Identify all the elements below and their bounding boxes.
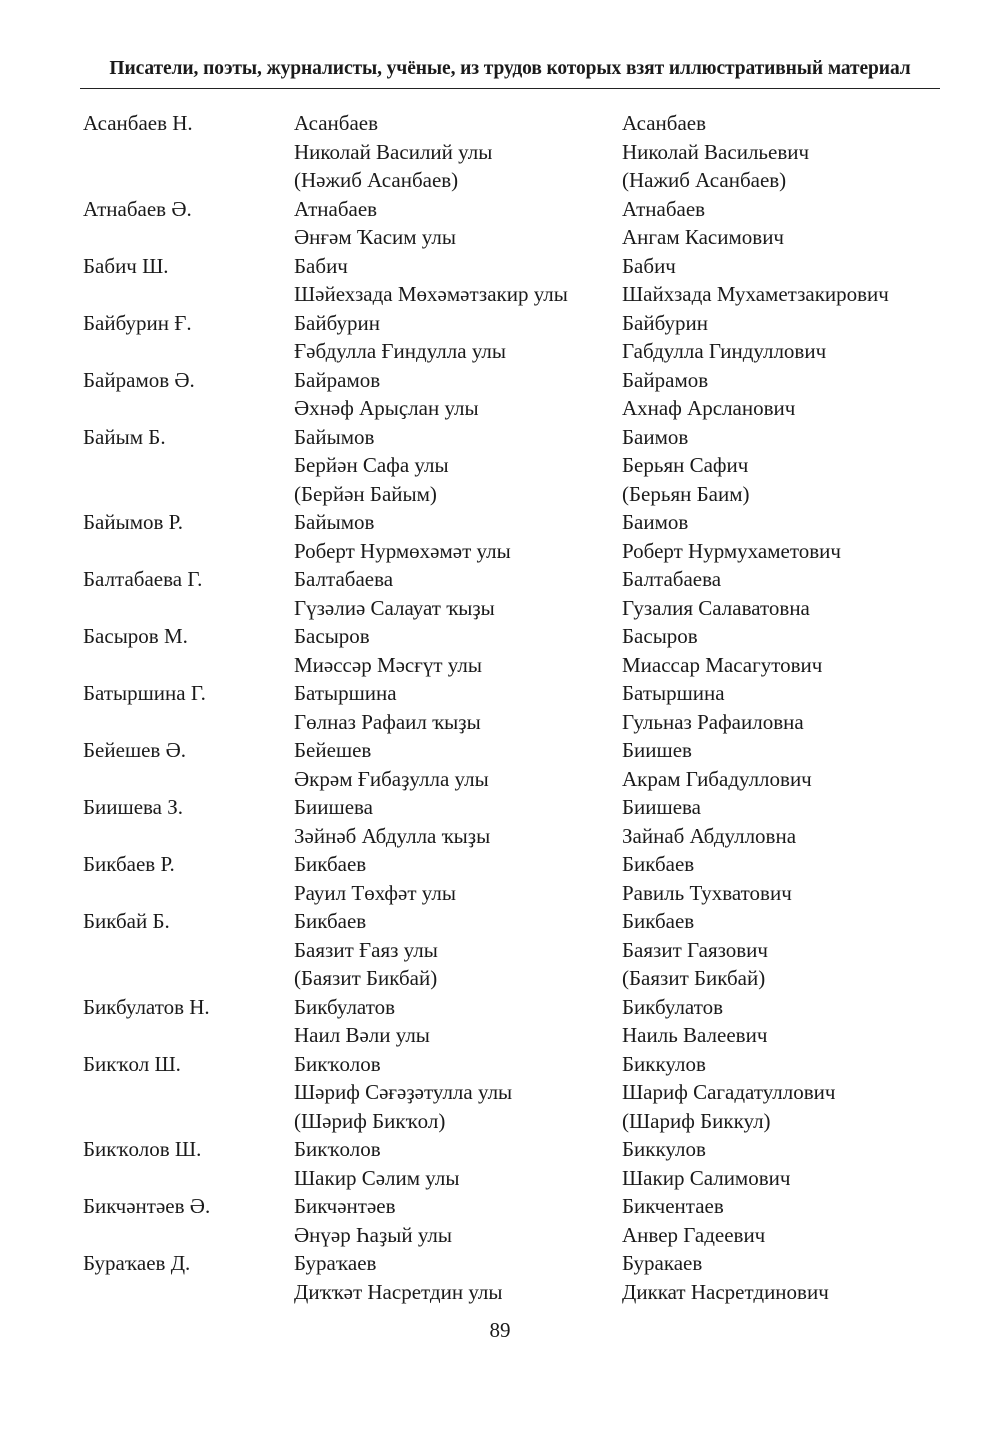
entry-line bbox=[0, 480, 1000, 509]
bashkir-name: (Шәриф Бикҡол) bbox=[294, 1108, 446, 1133]
bashkir-name: Биишева bbox=[294, 795, 373, 819]
russian-name: Байрамов bbox=[622, 367, 709, 392]
entry-line bbox=[0, 879, 1000, 908]
entry-line bbox=[0, 1021, 1000, 1050]
entry-line bbox=[0, 138, 1000, 167]
entry-line bbox=[0, 793, 1000, 822]
entry-line bbox=[0, 1164, 1000, 1193]
entry-line bbox=[0, 1221, 1000, 1250]
index-entry bbox=[0, 679, 1000, 736]
russian-name: Миассар Масагутович bbox=[622, 652, 823, 677]
entry-line bbox=[0, 423, 1000, 452]
bashkir-name: Бикбулатов bbox=[294, 994, 396, 1019]
entry-line bbox=[0, 451, 1000, 480]
entry-line bbox=[0, 736, 1000, 765]
index-entry bbox=[0, 195, 1000, 252]
bashkir-name: Асанбаев bbox=[294, 111, 379, 135]
russian-name: Шайхзада Мухаметзакирович bbox=[622, 282, 889, 306]
russian-name: Биишев bbox=[622, 738, 692, 762]
bashkir-name: Байымов bbox=[294, 510, 375, 534]
russian-name: Шариф Сагадатуллович bbox=[622, 1080, 836, 1104]
entry-line bbox=[0, 166, 1000, 195]
russian-name: (Шариф Биккул) bbox=[622, 1108, 771, 1133]
entry-line bbox=[0, 337, 1000, 366]
entry-line bbox=[0, 1278, 1000, 1307]
index-entry bbox=[0, 565, 1000, 622]
bashkir-name: (Баязит Бикбай) bbox=[294, 966, 438, 990]
bashkir-name: Әхнәф Арыҫлан улы bbox=[294, 396, 479, 420]
entry-line bbox=[0, 850, 1000, 879]
bashkir-name: Берйән Сафа улы bbox=[294, 453, 449, 477]
bashkir-name: Атнабаев bbox=[294, 196, 378, 221]
russian-name: Шакир Салимович bbox=[622, 1165, 791, 1190]
bashkir-name: Әкрәм Ғибаҙулла улы bbox=[294, 766, 489, 791]
short-name: Байрамов Ә. bbox=[83, 367, 195, 392]
entry-line bbox=[0, 508, 1000, 537]
russian-name: Наиль Валеевич bbox=[622, 1023, 768, 1047]
bashkir-name: Бикбаев bbox=[294, 852, 367, 876]
russian-name: Баимов bbox=[622, 510, 689, 534]
short-name: Байымов Р. bbox=[83, 510, 183, 534]
index-entry bbox=[0, 109, 1000, 195]
bashkir-name: Бикҡолов bbox=[294, 1051, 381, 1076]
bashkir-name: Баязит Ғаяз улы bbox=[294, 937, 438, 962]
bashkir-name: Наил Вәли улы bbox=[294, 1023, 430, 1047]
entry-line bbox=[0, 252, 1000, 281]
russian-name: Николай Васильевич bbox=[622, 139, 810, 164]
bashkir-name: Басыров bbox=[294, 624, 370, 648]
entry-line bbox=[0, 622, 1000, 651]
russian-name: Биккулов bbox=[622, 1051, 706, 1076]
short-name: Бикчәнтәев Ә. bbox=[83, 1194, 211, 1218]
short-name: Бураҡаев Д. bbox=[83, 1251, 191, 1275]
russian-name: Роберт Нурмухаметович bbox=[622, 538, 841, 563]
short-name: Бикбаев Р. bbox=[83, 852, 175, 876]
index-entry bbox=[0, 850, 1000, 907]
bashkir-name: Бабич bbox=[294, 253, 348, 278]
short-name: Басыров М. bbox=[83, 624, 188, 648]
entry-line bbox=[0, 394, 1000, 423]
entry-line bbox=[0, 936, 1000, 965]
russian-name: Биишева bbox=[622, 795, 701, 819]
entry-line bbox=[0, 822, 1000, 851]
entry-line bbox=[0, 280, 1000, 309]
entry-line bbox=[0, 993, 1000, 1022]
entry-line bbox=[0, 907, 1000, 936]
entry-line bbox=[0, 1078, 1000, 1107]
bashkir-name: Гүзәлиә Салауат ҡыҙы bbox=[294, 595, 495, 620]
bashkir-name: Диҡҡәт Насретдин улы bbox=[294, 1279, 503, 1304]
short-name: Асанбаев Н. bbox=[83, 111, 193, 135]
russian-name: Бикбулатов bbox=[622, 994, 724, 1019]
bashkir-name: Бикҡолов bbox=[294, 1137, 381, 1161]
entry-line bbox=[0, 109, 1000, 138]
russian-name: (Баязит Бикбай) bbox=[622, 966, 766, 990]
index-entry bbox=[0, 1135, 1000, 1192]
entry-line bbox=[0, 1135, 1000, 1164]
index-entry bbox=[0, 423, 1000, 509]
entry-line bbox=[0, 223, 1000, 252]
running-header: Писатели, поэты, журналисты, учёные, из трудов которых взят иллюстративный материал bbox=[109, 58, 911, 79]
page-number: 89 bbox=[489, 1318, 511, 1342]
russian-name: Бикбаев bbox=[622, 909, 695, 933]
entry-line bbox=[0, 366, 1000, 395]
index-entry bbox=[0, 1249, 1000, 1306]
short-name: Атнабаев Ә. bbox=[83, 196, 192, 221]
index-entry bbox=[0, 252, 1000, 309]
russian-name: Балтабаева bbox=[622, 567, 722, 591]
russian-name: Габдулла Гиндуллович bbox=[622, 339, 827, 363]
russian-name: Атнабаев bbox=[622, 196, 706, 221]
entry-line bbox=[0, 708, 1000, 737]
entry-line bbox=[0, 594, 1000, 623]
short-name: Бикҡолов Ш. bbox=[83, 1137, 202, 1161]
bashkir-name: Бураҡаев bbox=[294, 1251, 377, 1275]
bashkir-name: Әнғәм Ҡасим улы bbox=[294, 225, 456, 249]
russian-name: Баязит Гаязович bbox=[622, 937, 768, 962]
entry-line bbox=[0, 309, 1000, 338]
entry-line bbox=[0, 1192, 1000, 1221]
index-entry bbox=[0, 1192, 1000, 1249]
russian-name: Акрам Гибадуллович bbox=[622, 766, 812, 791]
header-rule bbox=[80, 88, 940, 89]
index-entry bbox=[0, 622, 1000, 679]
bashkir-name: Ғәбдулла Ғиндулла улы bbox=[294, 339, 506, 363]
index-entry bbox=[0, 508, 1000, 565]
bashkir-name: Шәриф Сәғәҙәтулла улы bbox=[294, 1080, 513, 1104]
entry-line bbox=[0, 1050, 1000, 1079]
russian-name: Гульназ Рафаиловна bbox=[622, 709, 804, 734]
bashkir-name: Рауил Төхфәт улы bbox=[294, 880, 456, 905]
short-name: Бикбулатов Н. bbox=[83, 994, 210, 1019]
bashkir-name: Николай Василий улы bbox=[294, 139, 493, 164]
bashkir-name: Батыршина bbox=[294, 681, 397, 705]
russian-name: Диккат Насретдинович bbox=[622, 1279, 829, 1304]
bashkir-name: Шакир Сәлим улы bbox=[294, 1165, 460, 1190]
short-name: Байбурин Ғ. bbox=[83, 310, 192, 335]
russian-name: Берьян Сафич bbox=[622, 453, 749, 477]
short-name: Бабич Ш. bbox=[83, 253, 169, 278]
index-entry bbox=[0, 1050, 1000, 1136]
index-entry bbox=[0, 907, 1000, 993]
short-name: Батыршина Г. bbox=[83, 681, 206, 705]
index-entry bbox=[0, 993, 1000, 1050]
russian-name: Биккулов bbox=[622, 1137, 706, 1161]
short-name: Бикҡол Ш. bbox=[83, 1051, 181, 1076]
russian-name: Ахнаф Арсланович bbox=[622, 396, 796, 420]
russian-name: Ангам Касимович bbox=[622, 225, 784, 249]
bashkir-name: Миәссәр Мәсғүт улы bbox=[294, 652, 482, 677]
entry-line bbox=[0, 765, 1000, 794]
russian-name: (Нажиб Асанбаев) bbox=[622, 168, 787, 192]
bashkir-name: Байымов bbox=[294, 424, 375, 449]
short-name: Бикбай Б. bbox=[83, 909, 170, 933]
entry-line bbox=[0, 195, 1000, 224]
short-name: Бейешев Ә. bbox=[83, 738, 187, 762]
russian-name: Асанбаев bbox=[622, 111, 707, 135]
entry-line bbox=[0, 537, 1000, 566]
russian-name: Баимов bbox=[622, 424, 689, 449]
russian-name: Равиль Тухватович bbox=[622, 880, 792, 905]
short-name: Байым Б. bbox=[83, 424, 166, 449]
russian-name: Анвер Гадеевич bbox=[622, 1222, 766, 1247]
bashkir-name: Балтабаева bbox=[294, 567, 394, 591]
entry-line bbox=[0, 964, 1000, 993]
russian-name: Буракаев bbox=[622, 1251, 703, 1275]
entry-line bbox=[0, 1107, 1000, 1136]
russian-name: Бабич bbox=[622, 253, 676, 278]
russian-name: Байбурин bbox=[622, 310, 708, 335]
bashkir-name: Бикбаев bbox=[294, 909, 367, 933]
bashkir-name: Гөлназ Рафаил ҡыҙы bbox=[294, 709, 481, 734]
bashkir-name: (Берйән Байым) bbox=[294, 481, 437, 506]
entry-line bbox=[0, 1249, 1000, 1278]
bashkir-name: Байбурин bbox=[294, 310, 380, 335]
russian-name: Гузалия Салаватовна bbox=[622, 595, 810, 620]
short-name: Биишева З. bbox=[83, 795, 184, 819]
bashkir-name: Шәйехзада Мөхәмәтзакир улы bbox=[294, 282, 568, 306]
name-index-list bbox=[0, 109, 1000, 1306]
bashkir-name: (Нәжиб Асанбаев) bbox=[294, 168, 459, 192]
russian-name: Бикбаев bbox=[622, 852, 695, 876]
russian-name: Зайнаб Абдулловна bbox=[622, 823, 797, 848]
russian-name: Бикчентаев bbox=[622, 1194, 724, 1218]
index-entry bbox=[0, 366, 1000, 423]
bashkir-name: Бикчәнтәев bbox=[294, 1194, 396, 1218]
bashkir-name: Зәйнәб Абдулла ҡыҙы bbox=[294, 823, 491, 848]
russian-name: Басыров bbox=[622, 624, 698, 648]
russian-name: (Берьян Баим) bbox=[622, 481, 750, 506]
entry-line bbox=[0, 651, 1000, 680]
entry-line bbox=[0, 565, 1000, 594]
bashkir-name: Әнүәр Һаҙый улы bbox=[294, 1222, 453, 1247]
russian-name: Батыршина bbox=[622, 681, 725, 705]
bashkir-name: Бейешев bbox=[294, 738, 372, 762]
index-entry bbox=[0, 736, 1000, 793]
index-entry bbox=[0, 309, 1000, 366]
entry-line bbox=[0, 679, 1000, 708]
short-name: Балтабаева Г. bbox=[83, 567, 203, 591]
bashkir-name: Роберт Нурмөхәмәт улы bbox=[294, 538, 511, 563]
bashkir-name: Байрамов bbox=[294, 367, 381, 392]
index-entry bbox=[0, 793, 1000, 850]
